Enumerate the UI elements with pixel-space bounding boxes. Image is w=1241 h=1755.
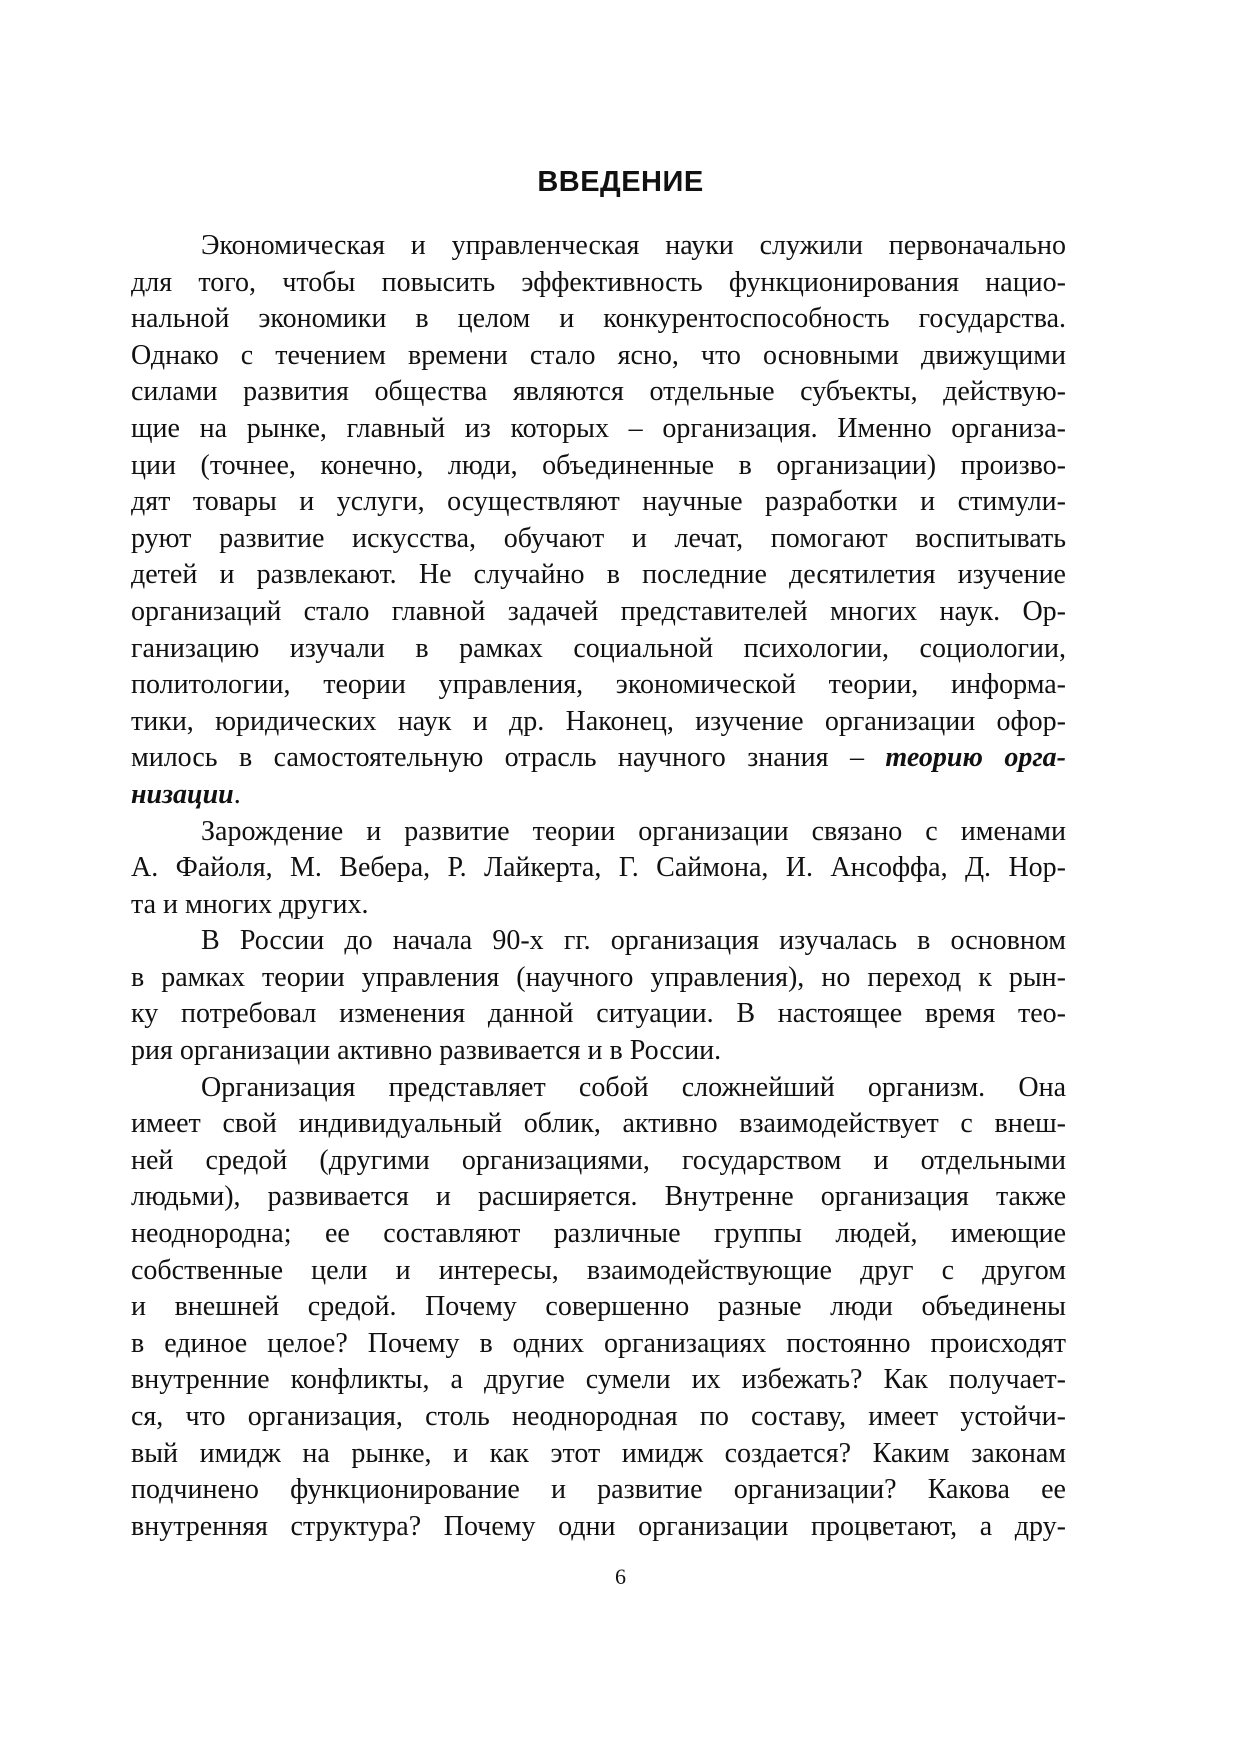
text-line: и внешней средой. Почему совершенно разные люди объединены bbox=[131, 1291, 1066, 1323]
text-line: ся, что организация, столь неоднородная по составу, имеет устойчи- bbox=[131, 1401, 1066, 1432]
text-line-with-emphasis bbox=[131, 740, 1066, 777]
page-title: ВВЕДЕНИЕ bbox=[537, 166, 704, 198]
text-line: детей и развлекают. Не случайно в последние десятилетия изучение bbox=[131, 559, 1066, 591]
text-line: ции (точнее, конечно, люди, объединенные в организации) произво- bbox=[131, 449, 1066, 481]
text-line: Однако с течением времени стало ясно, что основными движущими bbox=[131, 339, 1066, 371]
text-line: имеет свой индивидуальный облик, активно взаимодействует с внеш- bbox=[131, 1108, 1066, 1140]
text-fragment: милось в самостоятельную отрасль научного знания – bbox=[131, 742, 886, 774]
text-line: людьми), развивается и расширяется. Внутренне организация также bbox=[131, 1181, 1066, 1213]
text-line: неоднородна; ее составляют различные группы людей, имеющие bbox=[131, 1218, 1066, 1250]
paragraph-3 bbox=[131, 923, 1066, 1069]
paragraph-1 bbox=[131, 228, 1066, 814]
emphasis-term: теорию орга- bbox=[885, 742, 1067, 774]
text-line: для того, чтобы повысить эффективность функционирования нацио- bbox=[131, 266, 1066, 298]
text-line: ку потребовал изменения данной ситуации. В настоящее время тео- bbox=[131, 998, 1066, 1030]
text-line: внутренние конфликты, а другие сумели их избежать? Как получает- bbox=[131, 1364, 1066, 1396]
emphasis-term: низации bbox=[131, 778, 234, 810]
text-line: организаций стало главной задачей представителей многих наук. Ор- bbox=[131, 595, 1066, 627]
text-line: тики, юридических наук и др. Наконец, изучение организации офор- bbox=[131, 705, 1066, 737]
paragraph-4 bbox=[131, 1070, 1066, 1546]
text-line: в рамках теории управления (научного управления), но переход к рын- bbox=[131, 961, 1066, 993]
text-line: политологии, теории управления, экономической теории, информа- bbox=[131, 669, 1066, 701]
text-line: Зарождение и развитие теории организации связано с именами bbox=[201, 815, 1066, 847]
page-number: 6 bbox=[615, 1564, 626, 1589]
text-line: та и многих других. bbox=[131, 888, 369, 920]
text-line: ней средой (другими организациями, государством и отдельными bbox=[131, 1144, 1066, 1176]
text-line: нальной экономики в целом и конкурентоспособность государства. bbox=[131, 303, 1066, 335]
text-line: вый имидж на рынке, и как этот имидж создается? Каким законам bbox=[131, 1437, 1066, 1469]
text-line: в единое целое? Почему в одних организациях постоянно происходят bbox=[131, 1327, 1066, 1359]
text-line: силами развития общества являются отдельные субъекты, действую- bbox=[131, 376, 1066, 408]
text-line: Экономическая и управленческая науки служили первоначально bbox=[201, 230, 1066, 261]
text-line: Организация представляет собой сложнейший организм. Она bbox=[201, 1071, 1066, 1103]
text-line: руют развитие искусства, обучают и лечат, помогают воспитывать bbox=[131, 522, 1066, 554]
text-fragment: . bbox=[233, 778, 241, 810]
text-line: В России до начала 90-х гг. организация изучалась в основном bbox=[201, 925, 1066, 957]
paragraph-2 bbox=[131, 814, 1066, 924]
text-line: дят товары и услуги, осуществляют научные разработки и стимули- bbox=[131, 486, 1066, 518]
text-line: подчинено функционирование и развитие организации? Какова ее bbox=[131, 1474, 1066, 1506]
text-line: щие на рынке, главный из которых – организация. Именно организа- bbox=[131, 412, 1066, 444]
text-line-with-emphasis bbox=[131, 777, 1066, 814]
text-line: А. Файоля, М. Вебера, Р. Лайкерта, Г. Саймона, И. Ансоффа, Д. Нор- bbox=[131, 852, 1066, 884]
text-line: внутренняя структура? Почему одни организации процветают, а дру- bbox=[131, 1510, 1066, 1542]
body-text bbox=[131, 228, 1066, 1545]
text-line: рия организации активно развивается и в России. bbox=[131, 1035, 722, 1067]
text-line: собственные цели и интересы, взаимодействующие друг с другом bbox=[131, 1254, 1066, 1286]
text-line: ганизацию изучали в рамках социальной психологии, социологии, bbox=[131, 632, 1066, 664]
